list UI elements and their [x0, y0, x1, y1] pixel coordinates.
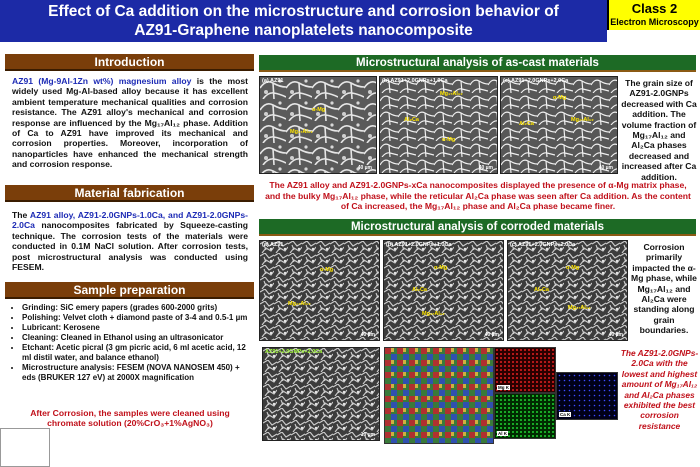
prep-item-microstructure: • Microstructure analysis: FESEM (NOVA NANOSEM 450) + eds (BRUKER 127 eV) at 2000X magnification — [22, 363, 252, 383]
panel-label: (a) AZ91 — [262, 78, 284, 84]
annotation: Al₂Ca — [534, 287, 549, 293]
annotation: α-Mg — [442, 137, 456, 143]
scale-bar: 40 µm — [608, 332, 623, 338]
eds-scale-bar: 10 µm — [360, 432, 375, 438]
introduction-body: is the most widely used Mg-Al-based alloy because it has excellent ambient temperature mechanical qualities and corrosion resistance. The AZ91 alloy's mechanical and corrosion response are influenced by the Mg₁₇Al₁₂ phase. Addition of Ca to AZ91 have improved its mechanical and corrosion properties. Moreover, incorporation of nanoparticles have enhanced the mechanical strength and corrosion response. — [12, 76, 248, 170]
introduction-text — [12, 76, 248, 170]
fabrication-materials: AZ91 alloy, AZ91-2.0GNPs-1.0Ca, and AZ91-2.0GNPs-2.0Ca — [12, 210, 248, 231]
category-label: Electron Microscopy — [610, 17, 699, 27]
annotation: Mg₁₇Al₁₂ — [440, 91, 463, 97]
annotation: Mg₁₇Al₁₂ — [288, 301, 311, 307]
prep-item-cleaning: • Cleaning: Cleaned in Ethanol using an ultrasonicator — [22, 333, 252, 343]
map-label: Mg K — [498, 385, 509, 390]
fabrication-heading: Material fabrication — [5, 185, 254, 202]
annotation: α-Mg — [553, 95, 567, 101]
eds-sem-texture — [263, 348, 380, 441]
as-cast-micrograph-a — [259, 76, 377, 174]
panel-label: (a) AZ91 — [262, 242, 284, 248]
panel-label: (b) AZ91+2.0GNPs+1.0Ca — [382, 78, 448, 84]
corroded-micrograph-c — [507, 240, 628, 341]
eds-map-al — [494, 393, 556, 439]
panel-label: (c) AZ91+2.0GNPs+2.0Ca — [510, 242, 576, 248]
panel-label: (c) AZ91+2.0GNPs+2.0Ca — [503, 78, 569, 84]
as-cast-side-text: The grain size of AZ91-2.0GNPs decreased with Ca addition. The volume fraction of Mg₁₇Al₁₂ and Al₂Ca phases decreased and increased after Ca addition. — [621, 78, 697, 182]
as-cast-b-texture — [380, 77, 498, 174]
as-cast-heading: Microstructural analysis of as-cast materials — [259, 55, 696, 72]
annotation: Al₂Ca — [412, 287, 427, 293]
as-cast-caption: The AZ91 alloy and AZ91-2.0GNPs-xCa nanocomposites displayed the presence of α-Mg matrix phase, and the bulky Mg₁₇Al₁₂ phase, while the reticular Al₂Ca phase was seen after Ca addition. As the content of Ca increased, the Mg₁₇Al₁₂ phase and Al₂Ca phase became finer. — [265, 180, 691, 212]
annotation: Al₂Ca — [519, 121, 534, 127]
corroded-b-texture — [384, 241, 504, 341]
prep-item-grinding: • Grinding: SiC emery papers (grades 600-2000 grits) — [22, 303, 252, 313]
annotation: Mg₁₇Al₁₂ — [422, 311, 445, 317]
eds-map-ca — [556, 372, 618, 420]
eds-sem-image — [262, 347, 380, 441]
poster-title — [0, 0, 607, 42]
annotation: Al₂Ca — [404, 117, 419, 123]
corroded-conclusion: The AZ91-2.0GNPs-2.0Ca with the lowest and highest amount of Mg₁₇Al₁₂ and Al₂Ca phases exhibited the best corrosion resistance — [620, 348, 699, 431]
annotation: α-Mg — [312, 107, 326, 113]
fabrication-pre: The — [12, 210, 30, 220]
eds-composite-map — [384, 347, 494, 444]
annotation: Mg₁₇Al₁₂ — [571, 117, 594, 123]
corroded-side-text: Corrosion primarily impacted the α-Mg phase, while Mg₁₇Al₁₂ and Al₂Ca were standing along grain boundaries. — [631, 242, 697, 336]
title-line-2: AZ91-Graphene nanoplatelets nanocomposite — [134, 22, 473, 39]
eds-map-mg — [494, 347, 556, 393]
corroded-micrograph-a — [259, 240, 380, 341]
fabrication-text — [12, 210, 248, 272]
as-cast-a-texture — [260, 77, 377, 174]
scale-bar: 40 µm — [360, 332, 375, 338]
scale-bar: 40 µm — [598, 165, 613, 171]
as-cast-micrograph-b — [379, 76, 498, 174]
corroded-heading: Microstructural analysis of corroded materials — [259, 219, 696, 236]
annotation: α-Mg — [320, 267, 334, 273]
preparation-heading: Sample preparation — [5, 282, 254, 299]
scale-bar: 40 µm — [478, 165, 493, 171]
panel-label: (b) AZ91+2.0GNPs+1.0Ca — [386, 242, 452, 248]
introduction-heading: Introduction — [5, 54, 254, 71]
corroded-c-texture — [508, 241, 628, 341]
alloy-name: AZ91 (Mg-9Al-1Zn wt%) magnesium alloy — [12, 76, 192, 86]
annotation: α-Mg — [434, 265, 448, 271]
corroded-a-texture — [260, 241, 380, 341]
class-badge — [607, 0, 700, 30]
preparation-note: After Corrosion, the samples were cleaned using chromate solution (20%CrO₃+1%AgNO₃) — [30, 408, 230, 429]
scale-bar: 40 µm — [357, 165, 372, 171]
annotation: Mg₁₇Al₁₂ — [290, 129, 313, 135]
corroded-micrograph-b — [383, 240, 504, 341]
prep-item-lubricant: • Lubricant: Kerosene — [22, 323, 252, 333]
fabrication-body: nanocomposites fabricated by Squeeze-casting technique. The corrosion tests of the materials were conducted in 0.1M NaCl solution. After corrosion tests, post microstructural analysis was conducted using FESEM. — [12, 220, 248, 273]
eds-composite-texture — [385, 348, 493, 443]
map-label: Al K — [498, 431, 507, 436]
title-line-1: Effect of Ca addition on the microstructure and corrosion behavior of — [48, 3, 559, 20]
map-label: Ca K — [560, 412, 571, 417]
scale-bar: 40 µm — [484, 332, 499, 338]
prep-item-polishing: • Polishing: Velvet cloth + diamond paste of 3-4 and 0.5-1 µm — [22, 313, 252, 323]
eds-sample-label: AZ91+2.0GNPs+2.0Ca — [265, 349, 323, 355]
as-cast-micrograph-c — [500, 76, 618, 174]
annotation: α-Mg — [566, 265, 580, 271]
prep-item-etchant: • Etchant: Acetic picral (3 gm picric acid, 6 ml acetic acid, 12 ml distil water, and balance ethanol) — [22, 343, 252, 363]
annotation: Mg₁₇Al₁₂ — [568, 305, 591, 311]
preparation-list — [10, 303, 252, 383]
qr-placeholder — [0, 428, 50, 467]
class-label: Class 2 — [631, 1, 678, 16]
